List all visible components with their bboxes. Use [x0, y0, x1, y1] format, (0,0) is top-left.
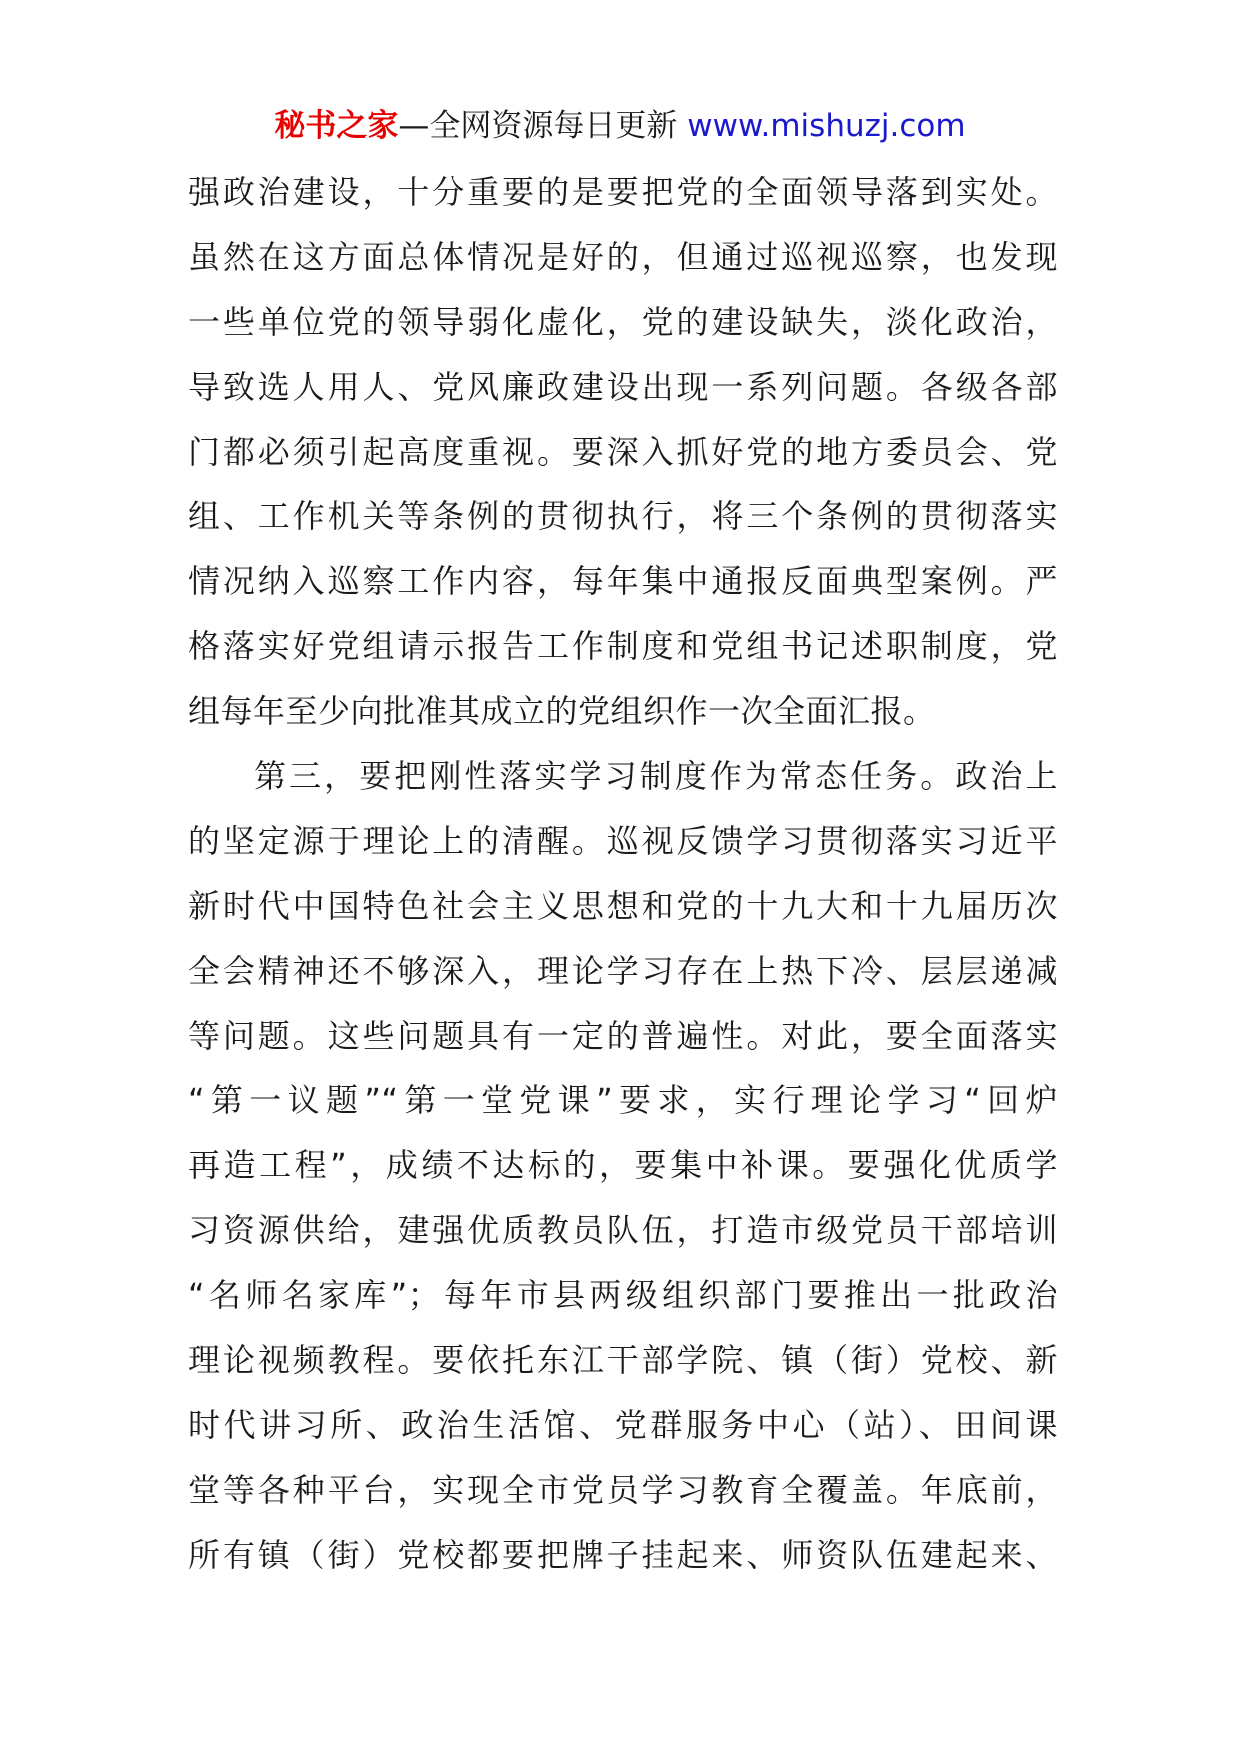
text-line: 组、工作机关等条例的贯彻执行，将三个条例的贯彻落实	[188, 497, 1058, 536]
text-line: 新时代中国特色社会主义思想和党的十九大和十九届历次	[188, 886, 1058, 925]
document-body	[188, 160, 1058, 1588]
brand-name: 秘书之家	[274, 108, 399, 144]
header-tagline: —全网资源每日更新	[398, 108, 688, 144]
text-line: 一些单位党的领导弱化虚化，党的建设缺失，淡化政治，	[188, 302, 1058, 341]
text-line: 时代讲习所、政治生活馆、党群服务中心（站）、田间课	[188, 1405, 1058, 1444]
text-line: 情况纳入巡察工作内容，每年集中通报反面典型案例。严	[188, 562, 1058, 601]
text-line: 强政治建设，十分重要的是要把党的全面领导落到实处。	[188, 173, 1058, 211]
site-url-link[interactable]: www.mishuzj.com	[687, 108, 966, 144]
text-line: 格落实好党组请示报告工作制度和党组书记述职制度，党	[188, 627, 1058, 666]
text-line: 全会精神还不够深入，理论学习存在上热下冷、层层递减	[188, 951, 1058, 990]
text-line: 等问题。这些问题具有一定的普遍性。对此，要全面落实	[188, 1016, 1058, 1055]
text-line: 组每年至少向批准其成立的党组织作一次全面汇报。	[188, 692, 936, 731]
text-line: 习资源供给，建强优质教员队伍，打造市级党员干部培训	[188, 1211, 1058, 1250]
text-line: “名师名家库”；每年市县两级组织部门要推出一批政治	[188, 1276, 1058, 1315]
text-line: 堂等各种平台，实现全市党员学习教育全覆盖。年底前，	[188, 1470, 1058, 1509]
text-line: 所有镇（街）党校都要把牌子挂起来、师资队伍建起来、	[188, 1535, 1058, 1574]
paragraph-first-line: 第三，要把刚性落实学习制度作为常态任务。政治上	[254, 757, 1058, 796]
text-line: “第一议题”“第一堂党课”要求，实行理论学习“回炉	[188, 1081, 1058, 1120]
text-line: 理论视频教程。要依托东江干部学院、镇（街）党校、新	[188, 1341, 1058, 1380]
page-header	[0, 98, 1240, 154]
text-line: 门都必须引起高度重视。要深入抓好党的地方委员会、党	[188, 432, 1058, 471]
text-line: 虽然在这方面总体情况是好的，但通过巡视巡察，也发现	[188, 237, 1058, 276]
text-line: 再造工程”，成绩不达标的，要集中补课。要强化优质学	[188, 1146, 1058, 1185]
text-line: 的坚定源于理论上的清醒。巡视反馈学习贯彻落实习近平	[188, 821, 1058, 860]
text-line: 导致选人用人、党风廉政建设出现一系列问题。各级各部	[188, 367, 1058, 406]
